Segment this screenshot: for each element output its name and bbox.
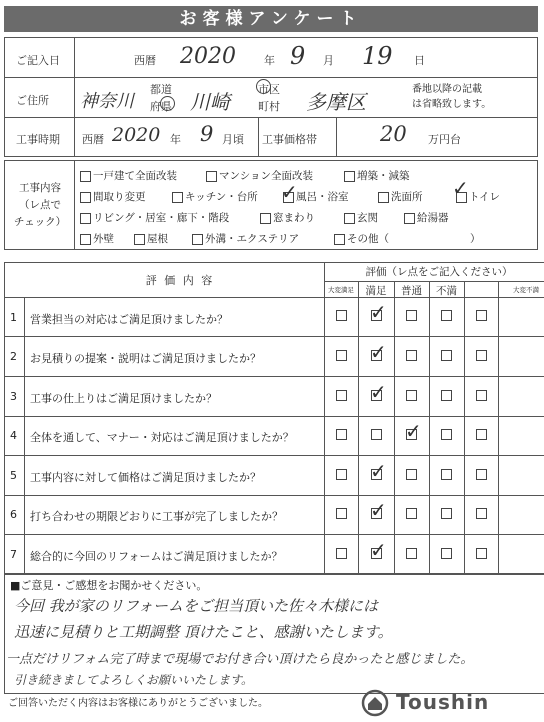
question-number: 3 xyxy=(10,390,17,403)
rating-checkbox[interactable] xyxy=(441,429,452,440)
rating-checkbox[interactable] xyxy=(441,548,452,559)
price-unit: 万円台 xyxy=(428,133,461,146)
day-value: 19 xyxy=(362,42,393,70)
city-unit-bottom: 町村 xyxy=(258,100,280,113)
question-text: 営業担当の対応はご満足頂けましたか？ xyxy=(30,313,228,326)
month-unit: 月 xyxy=(323,54,334,67)
work-option-bath[interactable]: 風呂・浴室 xyxy=(283,189,349,204)
address-label: ご住所 xyxy=(16,94,49,107)
evaluation-content-header: 評 価 内 容 xyxy=(145,274,215,287)
rating-checkbox[interactable] xyxy=(336,508,347,519)
brand-logo-icon xyxy=(360,688,390,718)
evaluation-rating-header: 評価（レ点をご記入ください） xyxy=(365,266,513,278)
question-text: 工事の仕上りはご満足頂けましたか？ xyxy=(30,392,217,405)
comment-line-4: 引き続きましてよろしくお願いいたします。 xyxy=(14,673,254,687)
question-number: 1 xyxy=(10,311,17,324)
rating-checkbox[interactable] xyxy=(476,429,487,440)
comment-line-3: 一点だけリフォム完了時まで現場でお付き合い頂けたら良かったと感じました。 xyxy=(6,652,474,667)
work-option-exterior[interactable]: 外溝・エクステリア xyxy=(192,231,299,246)
period-era: 西暦 xyxy=(82,133,104,146)
rating-check-mark: ✓ xyxy=(370,300,387,324)
rating-checkbox[interactable] xyxy=(406,469,417,480)
question-number: 6 xyxy=(10,508,17,521)
period-month: 9 xyxy=(200,122,214,146)
period-month-unit: 月頃 xyxy=(222,133,244,146)
comment-label: ■ご意見・ご感想をお聞かせください。 xyxy=(10,579,208,592)
rating-checkbox[interactable] xyxy=(441,508,452,519)
column-very-dissatisfied: 大変不満 xyxy=(513,286,539,294)
question-text: 総合的に今回のリフォームはご満足頂けましたか？ xyxy=(30,550,283,563)
work-option-full-house[interactable]: 一戸建て全面改装 xyxy=(80,168,177,183)
rating-checkbox[interactable] xyxy=(336,350,347,361)
column-dissatisfied: 不満 xyxy=(436,285,457,297)
city-unit-top: 市区 xyxy=(258,83,280,96)
check-mark-bath: ✓ xyxy=(281,180,298,204)
address-note-line-1: 番地以降の記載 xyxy=(412,84,482,95)
work-option-extension[interactable]: 増築・減築 xyxy=(344,168,410,183)
rating-checkbox[interactable] xyxy=(476,390,487,401)
work-option-washroom[interactable]: 洗面所 xyxy=(378,189,423,204)
rating-checkbox[interactable] xyxy=(476,508,487,519)
rating-check-mark: ✓ xyxy=(405,419,422,443)
date-label: ご記入日 xyxy=(16,54,60,67)
work-option-water-heater[interactable]: 給湯器 xyxy=(404,210,449,225)
rating-check-mark: ✓ xyxy=(370,380,387,404)
pref-unit-top: 都道 xyxy=(150,83,172,96)
question-number: 2 xyxy=(10,350,17,363)
period-label: 工事時期 xyxy=(16,133,60,146)
day-unit: 日 xyxy=(414,54,425,67)
work-option-toilet[interactable]: トイレ xyxy=(456,189,500,204)
brand-name: Toushin xyxy=(396,690,490,714)
rating-check-mark: ✓ xyxy=(370,340,387,364)
era-label: 西暦 xyxy=(134,54,156,67)
price-label: 工事価格帯 xyxy=(262,133,317,146)
question-text: 全体を通して、マナー・対応はご満足頂けましたか？ xyxy=(30,431,294,444)
pref-unit-bottom: 府県 xyxy=(150,100,172,113)
rating-checkbox[interactable] xyxy=(476,310,487,321)
period-year-unit: 年 xyxy=(170,133,181,146)
work-option-kitchen[interactable]: キッチン・台所 xyxy=(172,189,258,204)
evaluation-table xyxy=(4,262,544,574)
rating-check-mark: ✓ xyxy=(370,498,387,522)
pref-circle-mark xyxy=(160,96,175,111)
work-label-line-1: 工事内容 xyxy=(19,182,61,194)
rating-checkbox[interactable] xyxy=(406,508,417,519)
rating-checkbox[interactable] xyxy=(476,469,487,480)
work-option-entrance[interactable]: 玄関 xyxy=(344,210,378,225)
rating-checkbox[interactable] xyxy=(336,390,347,401)
rating-checkbox[interactable] xyxy=(441,469,452,480)
work-option-other[interactable]: その他（ xyxy=(334,231,389,246)
rating-checkbox[interactable] xyxy=(406,390,417,401)
year-unit: 年 xyxy=(264,54,275,67)
rating-checkbox[interactable] xyxy=(336,429,347,440)
rating-checkbox[interactable] xyxy=(406,548,417,559)
question-text: 打ち合わせの期限どおりに工事が完了しましたか？ xyxy=(30,510,283,523)
rating-checkbox[interactable] xyxy=(476,350,487,361)
rating-checkbox[interactable] xyxy=(441,390,452,401)
column-very-satisfied: 大変満足 xyxy=(328,286,354,294)
city-circle-mark xyxy=(256,79,271,94)
question-text: 工事内容に対して価格はご満足頂けましたか？ xyxy=(30,471,261,484)
year-value: 2020 xyxy=(180,44,236,69)
work-label xyxy=(10,180,70,231)
rating-checkbox[interactable] xyxy=(336,469,347,480)
month-value: 9 xyxy=(290,42,306,70)
comment-line-1: 今回 我が家のリフォームをご担当頂いた佐々木様には xyxy=(14,597,379,615)
work-option-other-close: ） xyxy=(470,233,481,245)
rating-checkbox[interactable] xyxy=(406,350,417,361)
address-note xyxy=(412,82,491,112)
work-option-roof[interactable]: 屋根 xyxy=(134,231,168,246)
address-note-line-2: は省略致します。 xyxy=(412,99,492,110)
city-value: 川崎 xyxy=(190,90,230,114)
ward-value: 多摩区 xyxy=(306,90,366,114)
rating-checkbox[interactable] xyxy=(441,310,452,321)
work-option-full-mansion[interactable]: マンション全面改装 xyxy=(206,168,313,183)
footer-note: ご回答いただく内容はお客様にありがとうございました。 xyxy=(8,698,268,709)
rating-checkbox[interactable] xyxy=(336,548,347,559)
check-mark-toilet: ✓ xyxy=(452,176,469,200)
column-satisfied: 満足 xyxy=(365,285,387,297)
price-value: 20 xyxy=(380,122,407,146)
work-option-window[interactable]: 窓まわり xyxy=(260,210,315,225)
rating-check-mark: ✓ xyxy=(370,459,387,483)
work-option-layout[interactable]: 間取り変更 xyxy=(80,189,146,204)
rating-checkbox[interactable] xyxy=(406,310,417,321)
work-label-line-3: チェック） xyxy=(13,216,67,228)
rating-checkbox[interactable] xyxy=(476,548,487,559)
rating-check-mark: ✓ xyxy=(370,538,387,562)
prefecture-value: 神奈川 xyxy=(80,91,134,112)
work-option-living[interactable]: リビング・居室・廊下・階段 xyxy=(80,210,229,225)
period-year: 2020 xyxy=(112,124,161,146)
column-normal: 普通 xyxy=(401,285,422,297)
page-title: お客様アンケート xyxy=(4,6,538,32)
question-text: お見積りの提案・説明はご満足頂けましたか？ xyxy=(30,352,261,365)
rating-checkbox[interactable] xyxy=(336,310,347,321)
rating-checkbox[interactable] xyxy=(371,429,382,440)
rating-checkbox[interactable] xyxy=(441,350,452,361)
work-label-line-2: （レ点で xyxy=(19,199,61,211)
question-number: 7 xyxy=(10,548,17,561)
question-number: 4 xyxy=(10,429,17,442)
work-option-exterior-wall[interactable]: 外壁 xyxy=(80,231,114,246)
comment-line-2: 迅速に見積りと工期調整 頂けたこと、感謝いたします。 xyxy=(14,623,393,641)
question-number: 5 xyxy=(10,469,17,482)
